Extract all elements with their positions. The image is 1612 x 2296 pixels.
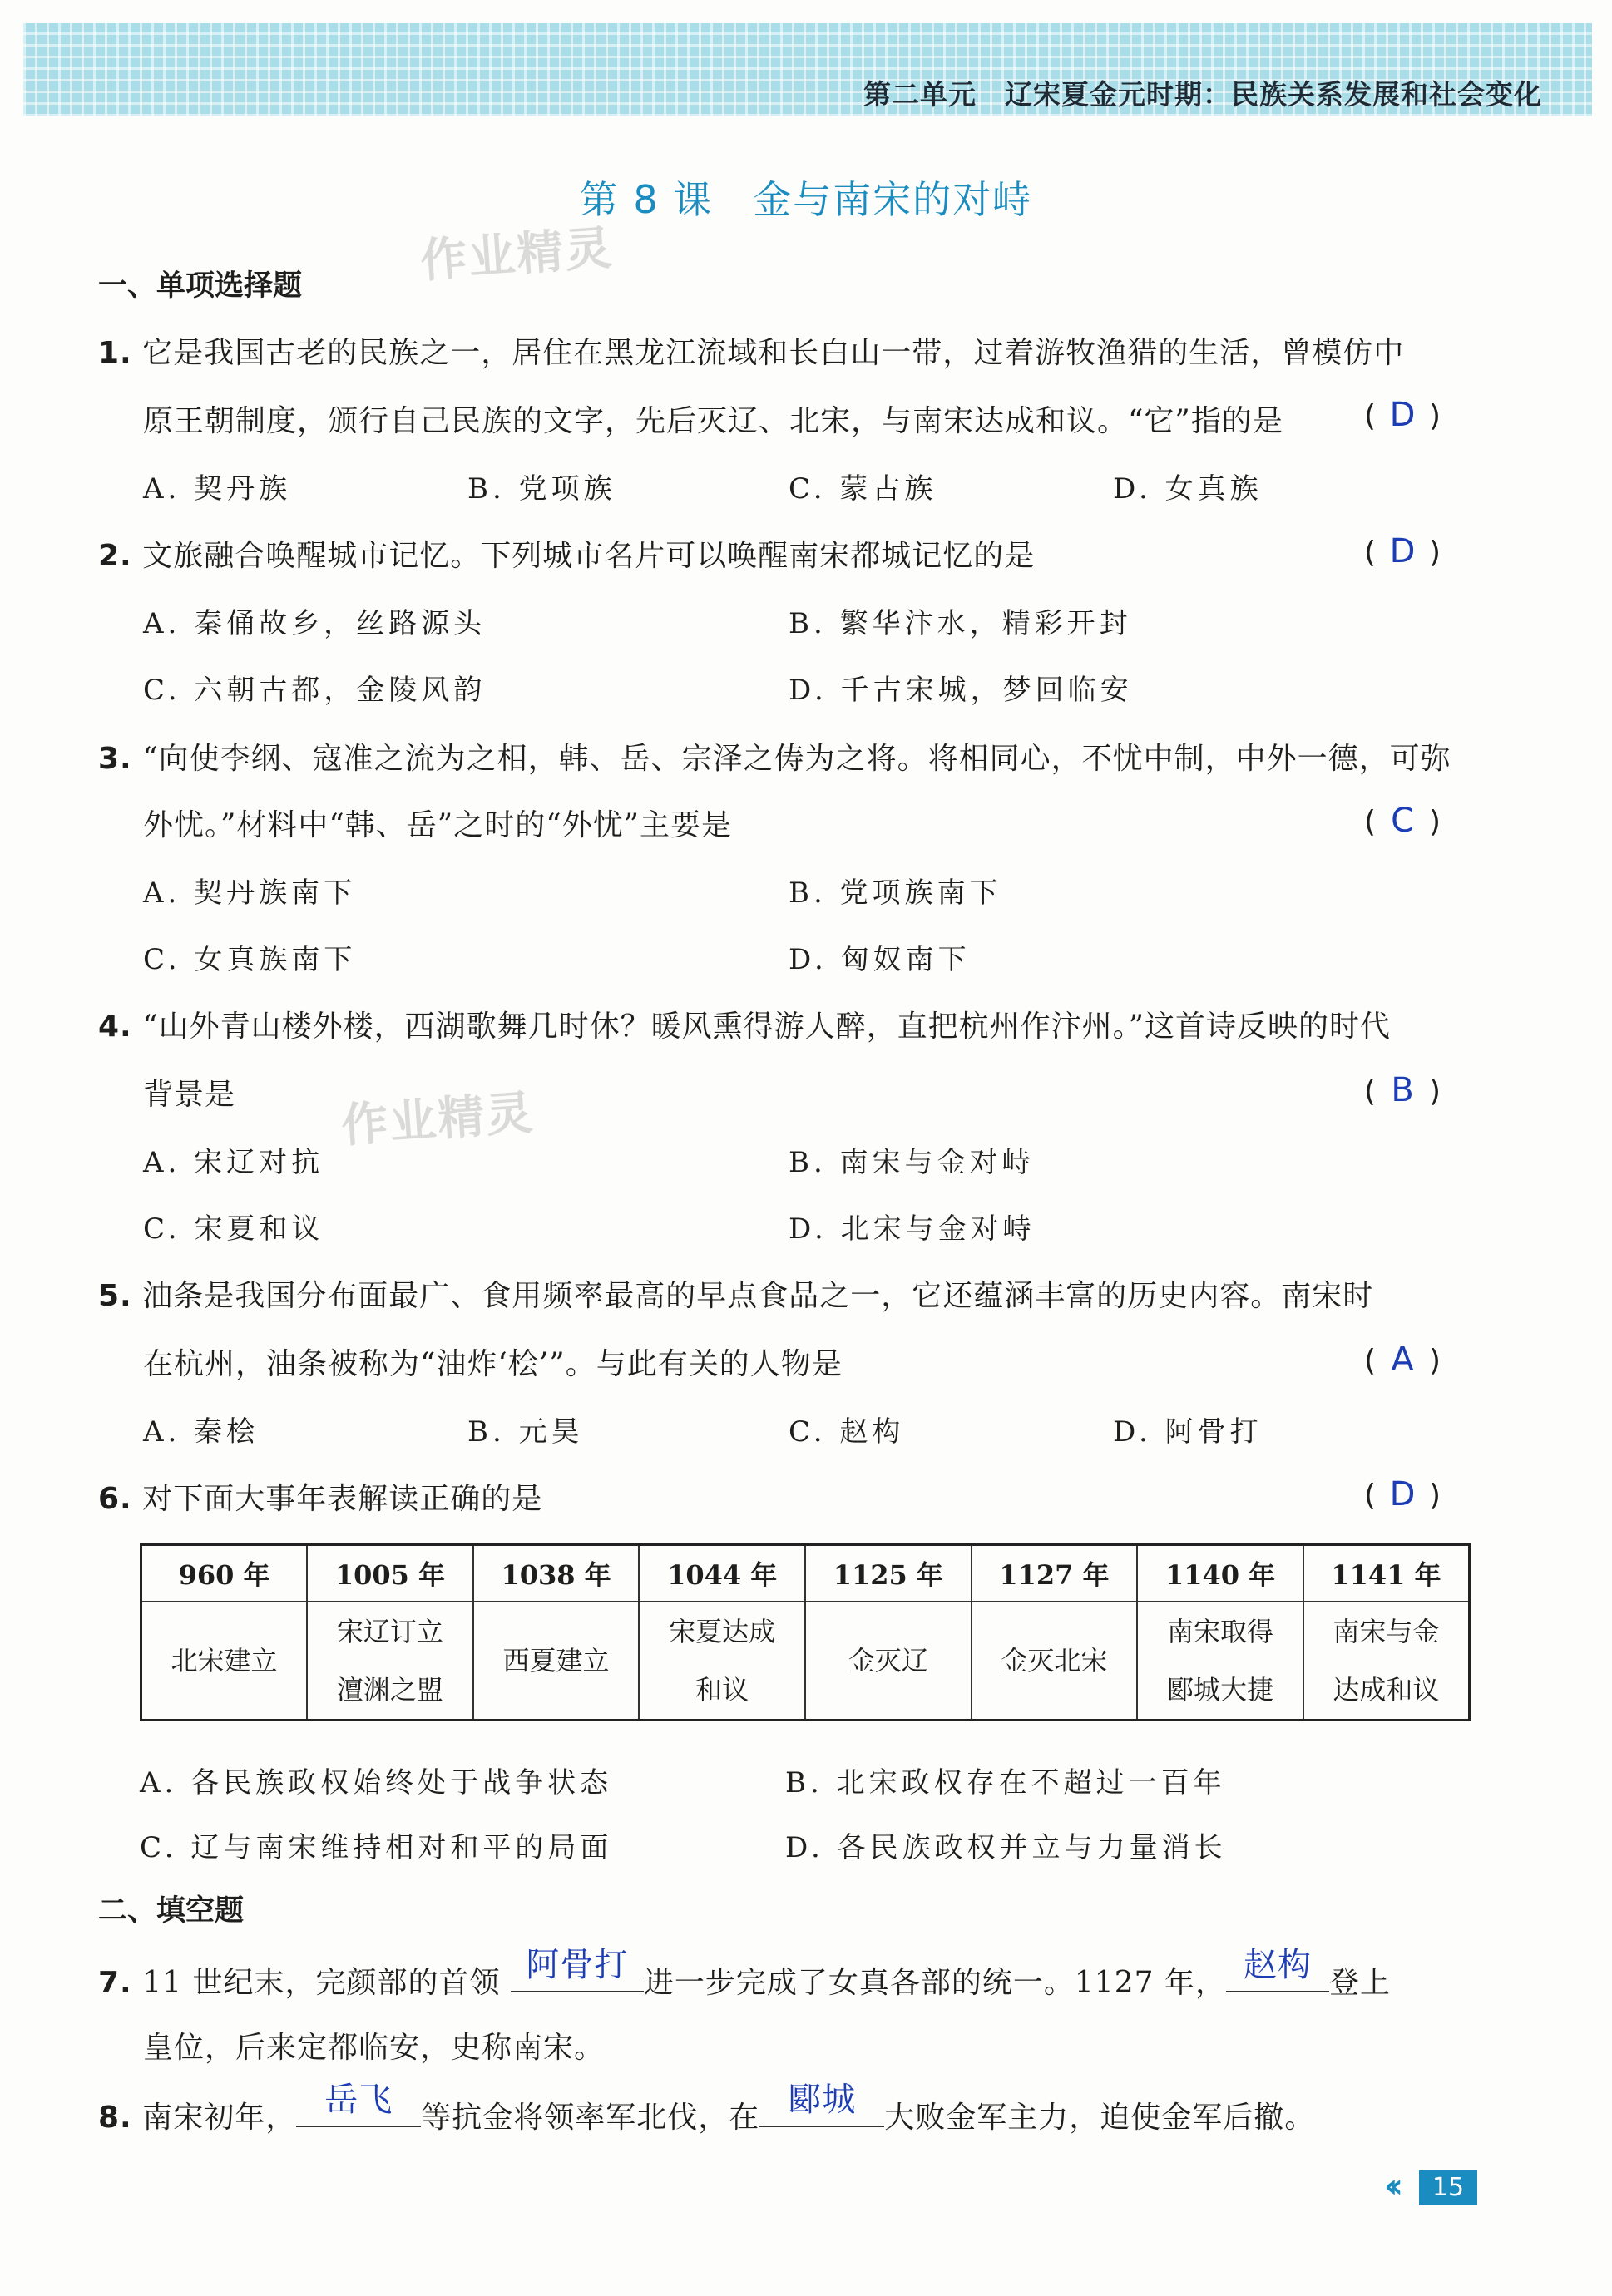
event-cell xyxy=(1303,1602,1470,1721)
question-number: 2. xyxy=(98,539,132,573)
option-a: A. 宋辽对抗 xyxy=(143,1146,324,1179)
answer-bracket: ( D ) xyxy=(1364,396,1441,434)
question-number: 7. xyxy=(98,1966,132,2000)
lesson-title: 第 8 课 金与南宋的对峙 xyxy=(579,177,1033,222)
option-c: C. 宋夏和议 xyxy=(143,1212,324,1246)
handwritten-answer: 郾城 xyxy=(788,2081,857,2119)
answer-bracket: ( B ) xyxy=(1364,1071,1441,1109)
event-text: 郾城大捷 xyxy=(1167,1674,1274,1706)
option-c: C. 蒙古族 xyxy=(789,472,937,506)
event-text: 金灭北宋 xyxy=(1001,1645,1108,1676)
question-text: 11 世纪末，完颜部的首领 xyxy=(142,1966,501,2000)
year-cell: 1005 年 xyxy=(307,1545,473,1602)
question-text: 登上 xyxy=(1328,1966,1391,2000)
event-text: 北宋建立 xyxy=(171,1645,278,1676)
answer-blank xyxy=(1226,1946,1329,1992)
option-c: C. 赵构 xyxy=(789,1415,905,1449)
option-d: D. 各民族政权并立与力量消长 xyxy=(785,1831,1227,1864)
timeline-table xyxy=(140,1543,1471,1721)
question-7 xyxy=(98,1946,1562,2002)
unit-title: 第二单元 辽宋夏金元时期：民族关系发展和社会变化 xyxy=(863,78,1542,111)
event-text: 南宋取得 xyxy=(1167,1616,1274,1647)
handwritten-answer: 赵构 xyxy=(1243,1946,1312,1984)
watermark: 作业精灵 xyxy=(339,1085,537,1154)
event-text: 南宋与金 xyxy=(1333,1616,1440,1647)
year-cell: 960 年 xyxy=(141,1545,308,1602)
option-a: A. 各民族政权始终处于战争状态 xyxy=(140,1766,613,1800)
event-cell xyxy=(141,1602,308,1721)
option-a: A. 契丹族南下 xyxy=(143,876,357,910)
option-b: B. 党项族南下 xyxy=(789,876,1002,910)
handwritten-answer: D xyxy=(1389,1475,1416,1513)
question-number: 4. xyxy=(98,1010,132,1044)
section-title-fill: 二、填空题 xyxy=(98,1894,245,1928)
handwritten-answer: B xyxy=(1391,1071,1414,1109)
option-c: C. 女真族南下 xyxy=(143,943,357,976)
answer-bracket: ( D ) xyxy=(1364,1475,1441,1513)
question-8 xyxy=(98,2081,1562,2136)
question-number: 6. xyxy=(98,1482,132,1516)
option-b: B. 元昊 xyxy=(467,1415,584,1449)
handwritten-answer: D xyxy=(1389,532,1416,570)
option-d: D. 北宋与金对峙 xyxy=(789,1212,1036,1246)
question-text-cont: 背景是 xyxy=(143,1078,236,1112)
question-number: 5. xyxy=(98,1279,132,1313)
year-cell: 1140 年 xyxy=(1137,1545,1303,1602)
question-text-cont: 外忧。”材料中“韩、岳”之时的“外忧”主要是 xyxy=(143,808,733,842)
answer-blank xyxy=(511,1946,644,1992)
option-a: A. 契丹族 xyxy=(143,472,292,506)
event-text: 宋辽订立 xyxy=(336,1616,443,1647)
question-3 xyxy=(98,735,1462,778)
option-c: C. 辽与南宋维持相对和平的局面 xyxy=(140,1831,613,1864)
event-cell xyxy=(805,1602,972,1721)
answer-blank xyxy=(759,2081,884,2127)
option-b: B. 繁华汴水，精彩开封 xyxy=(789,607,1132,640)
question-text-cont: 原王朝制度，颁行自己民族的文字，先后灭辽、北宋，与南宋达成和议。“它”指的是 xyxy=(143,404,1283,438)
year-cell: 1127 年 xyxy=(972,1545,1138,1602)
handwritten-answer: C xyxy=(1391,802,1415,840)
section-title-choice: 一、单项选择题 xyxy=(98,269,303,303)
question-number: 1. xyxy=(98,336,132,370)
question-text: 对下面大事年表解读正确的是 xyxy=(142,1482,543,1516)
handwritten-answer: 阿骨打 xyxy=(526,1946,629,1984)
event-cell xyxy=(307,1602,473,1721)
event-text: 和议 xyxy=(695,1674,749,1706)
option-a: A. 秦桧 xyxy=(143,1415,260,1449)
handwritten-answer: D xyxy=(1389,396,1416,434)
question-text: 等抗金将领率军北伐，在 xyxy=(421,2101,760,2135)
option-b: B. 党项族 xyxy=(467,472,616,506)
event-text: 澶渊之盟 xyxy=(336,1674,443,1706)
option-b: B. 南宋与金对峙 xyxy=(789,1146,1035,1179)
event-text: 金灭辽 xyxy=(848,1645,928,1676)
event-cell xyxy=(972,1602,1138,1721)
question-6 xyxy=(98,1475,1462,1518)
option-d: D. 阿骨打 xyxy=(1113,1415,1263,1449)
question-text-cont: 在杭州，油条被称为“油炸‘桧’”。与此有关的人物是 xyxy=(143,1347,843,1381)
year-cell: 1141 年 xyxy=(1303,1545,1470,1602)
watermark: 作业精灵 xyxy=(418,220,616,289)
year-cell: 1125 年 xyxy=(805,1545,972,1602)
question-2 xyxy=(98,532,1462,575)
handwritten-answer: 岳飞 xyxy=(324,2081,393,2119)
option-b: B. 北宋政权存在不超过一百年 xyxy=(785,1766,1226,1800)
answer-bracket: ( D ) xyxy=(1364,532,1441,570)
option-d: D. 女真族 xyxy=(1113,472,1263,506)
option-d: D. 匈奴南下 xyxy=(789,943,971,976)
option-d: D. 千古宋城，梦回临安 xyxy=(789,674,1133,707)
page-number: 15 xyxy=(1419,2170,1477,2205)
page-arrow-icon: ‹‹ xyxy=(1384,2167,1395,2205)
event-cell xyxy=(639,1602,805,1721)
event-text: 达成和议 xyxy=(1333,1674,1440,1706)
timeline-year-row xyxy=(141,1545,1470,1602)
question-1 xyxy=(98,329,1462,372)
question-text: 大败金军主力，迫使金军后撤。 xyxy=(884,2101,1316,2135)
question-text-cont: 皇位，后来定都临安，史称南宋。 xyxy=(143,2031,606,2065)
question-text: 油条是我国分布面最广、食用频率最高的早点食品之一，它还蕴涵丰富的历史内容。南宋时 xyxy=(142,1279,1374,1313)
question-text: “向使李纲、寇准之流为之相，韩、岳、宗泽之俦为之将。将相同心，不忧中制，中外一德，可弥 xyxy=(142,742,1451,776)
question-number: 3. xyxy=(98,742,132,776)
question-text: 它是我国古老的民族之一，居住在黑龙江流域和长白山一带，过着游牧渔猎的生活，曾模仿中 xyxy=(142,336,1405,370)
question-text: “山外青山楼外楼，西湖歌舞几时休？暖风熏得游人醉，直把杭州作汴州。”这首诗反映的时代 xyxy=(142,1010,1391,1044)
question-text: 南宋初年， xyxy=(142,2101,297,2135)
question-number: 8. xyxy=(98,2101,132,2135)
event-text: 宋夏达成 xyxy=(669,1616,776,1647)
question-text: 进一步完成了女真各部的统一。1127 年， xyxy=(643,1966,1226,2000)
question-text: 文旅融合唤醒城市记忆。下列城市名片可以唤醒南宋都城记忆的是 xyxy=(142,539,1036,573)
event-text: 西夏建立 xyxy=(502,1645,610,1676)
handwritten-answer: A xyxy=(1391,1341,1414,1379)
question-4 xyxy=(98,1003,1462,1045)
question-5 xyxy=(98,1272,1462,1315)
answer-blank xyxy=(296,2081,421,2127)
option-c: C. 六朝古都，金陵风韵 xyxy=(143,674,487,707)
answer-bracket: ( C ) xyxy=(1364,802,1441,840)
year-cell: 1044 年 xyxy=(639,1545,805,1602)
option-a: A. 秦俑故乡，丝路源头 xyxy=(143,607,487,640)
answer-bracket: ( A ) xyxy=(1364,1341,1441,1379)
timeline-event-row xyxy=(141,1602,1470,1721)
year-cell: 1038 年 xyxy=(473,1545,640,1602)
event-cell xyxy=(473,1602,640,1721)
event-cell xyxy=(1137,1602,1303,1721)
